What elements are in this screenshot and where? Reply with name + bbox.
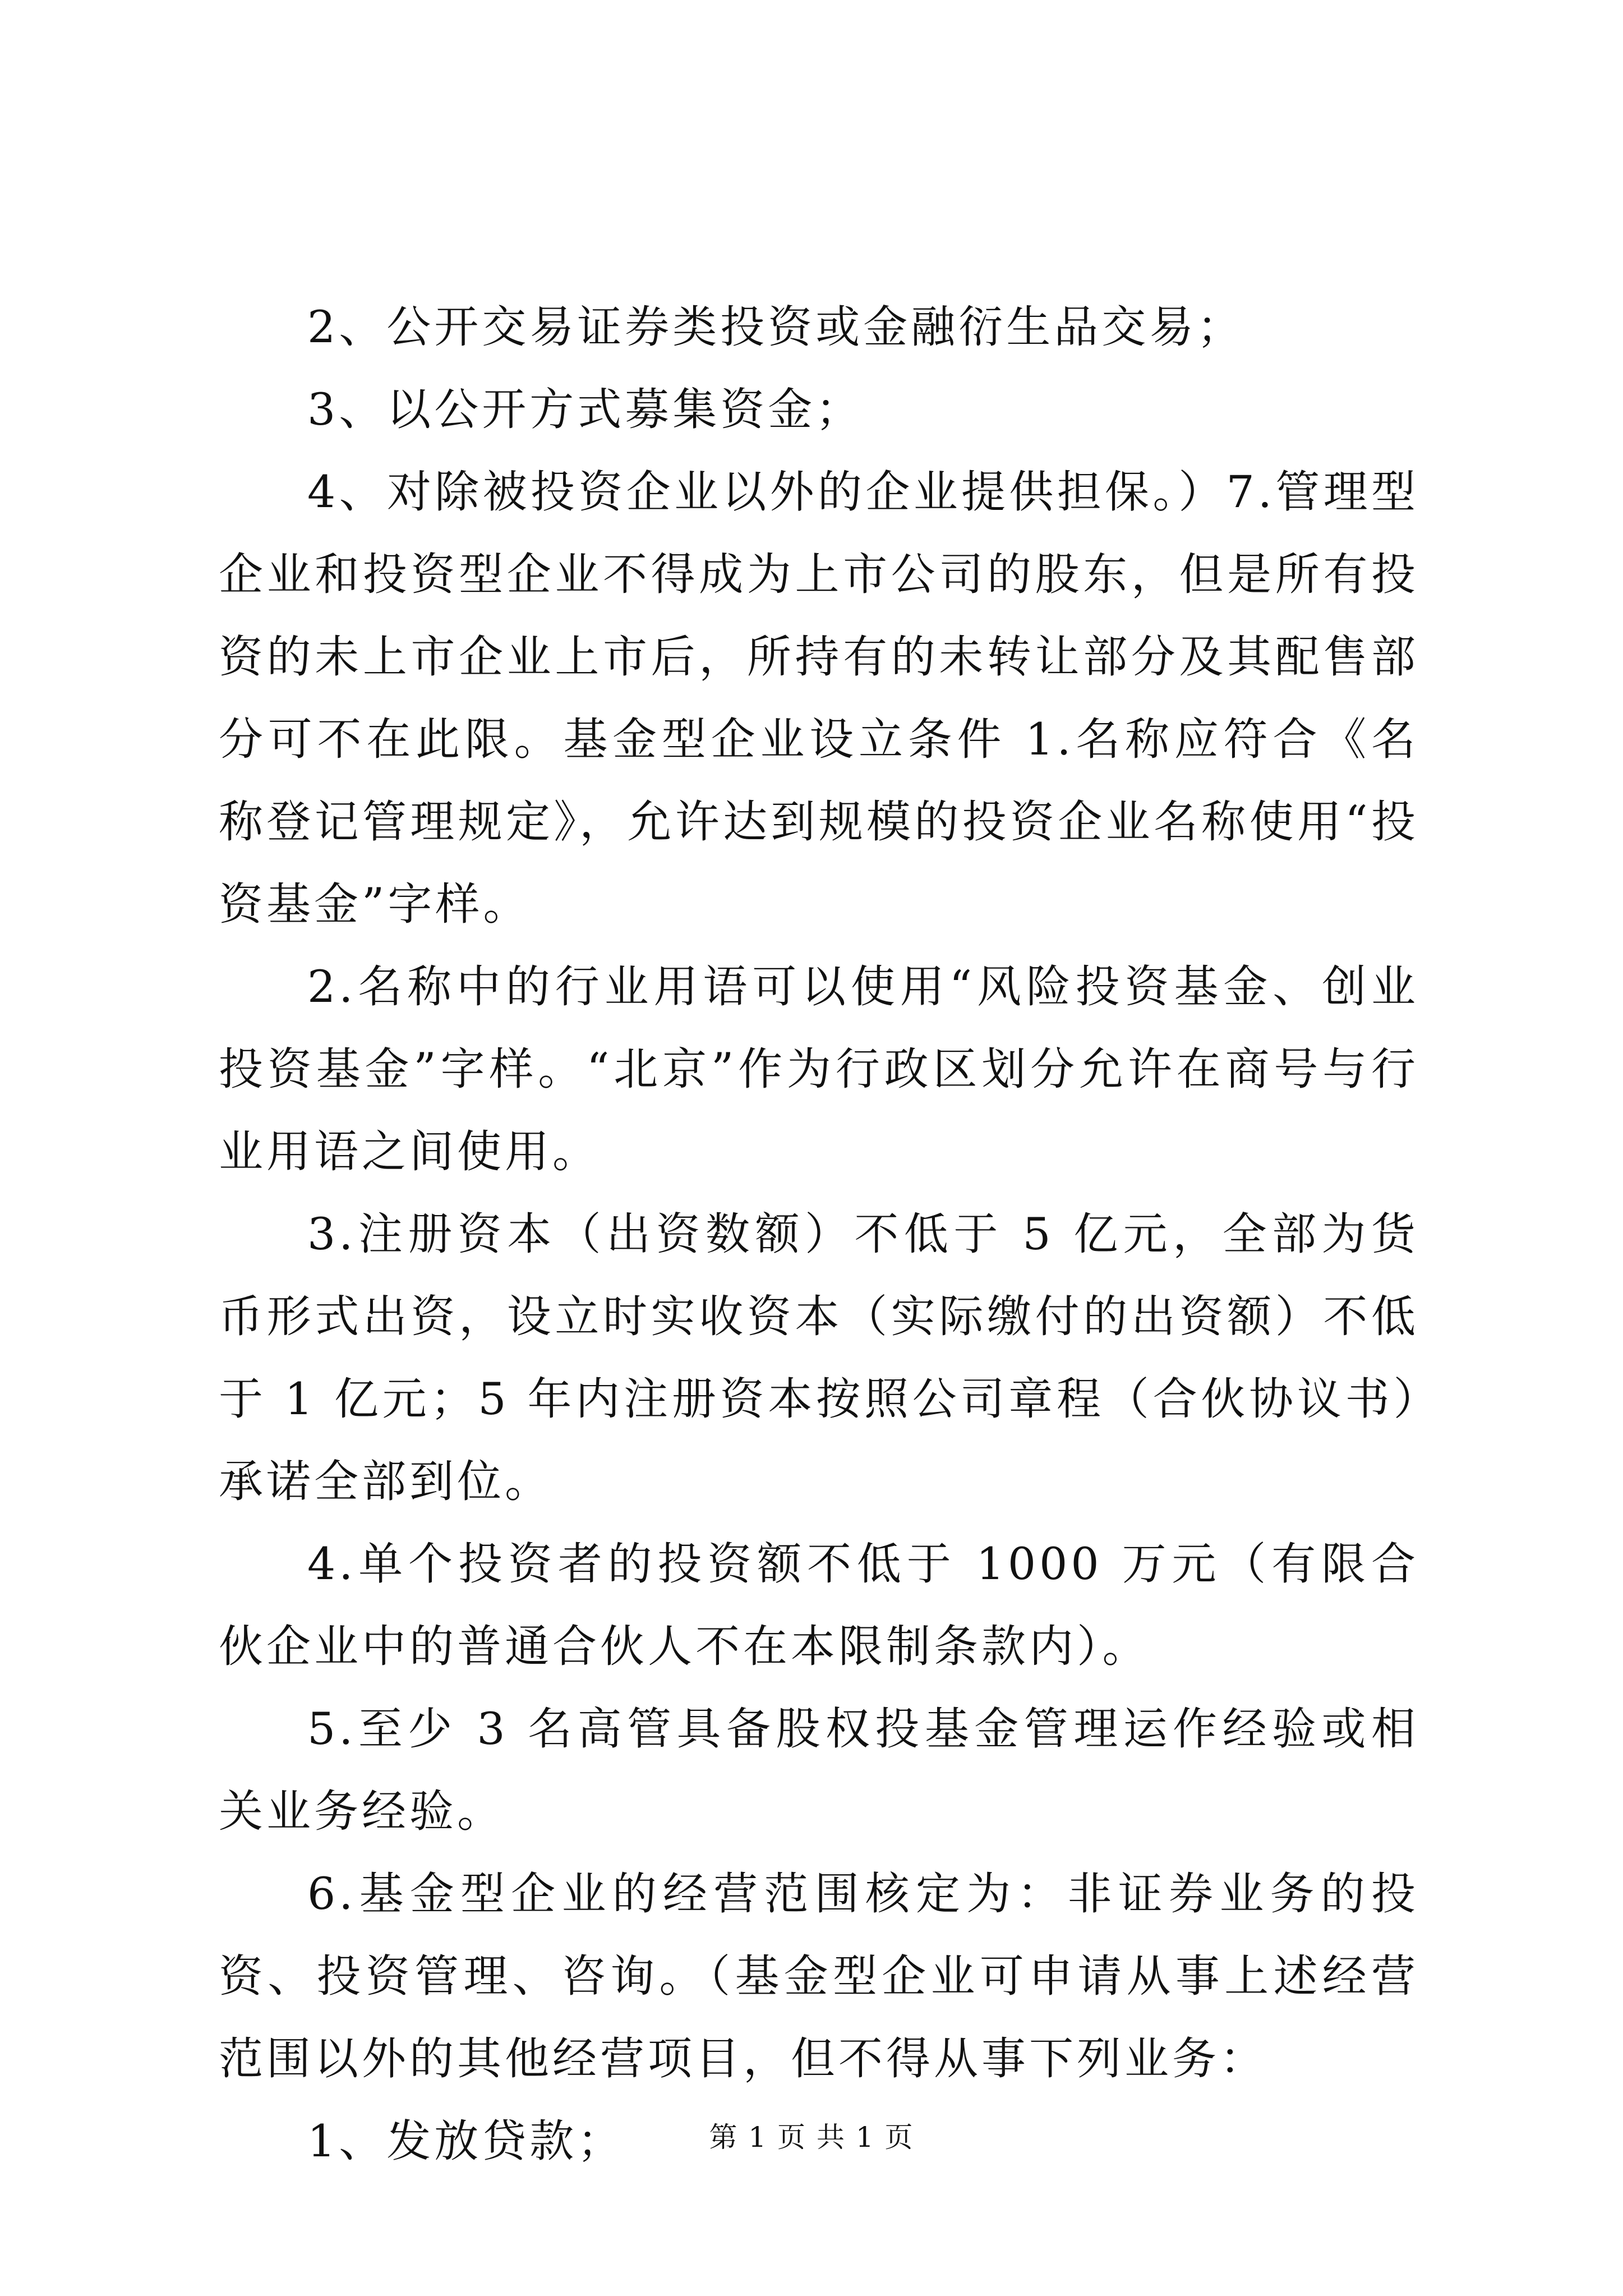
paragraph-registered-capital: 3.注册资本（出资数额）不低于 5 亿元，全部为货币形式出资，设立时实收资本（实际缴付的出资额）不低于 1 亿元；5 年内注册资本按照公司章程（合伙协议书）承诺全部到位。 <box>219 1208 1419 1507</box>
paragraph-executives: 5.至少 3 名高管具备股权投基金管理运作经验或相关业务经验。 <box>219 1703 1419 1837</box>
paragraph-item-2: 2、公开交易证券类投资或金融衍生品交易； <box>307 301 1245 353</box>
paragraph-item-4: 4、对除被投资企业以外的企业提供担保。）7.管理型企业和投资型企业不得成为上市公司的股东，但是所有投资的未上市企业上市后，所持有的未转让部分及其配售部分可不在此限。基金型企业设立条件 1.名称应符合《名称登记管理规定》，允许达到规模的投资企业名称使用“投资基金”字样。 <box>219 466 1419 930</box>
document-body <box>219 286 1419 2183</box>
paragraph-loans: 1、发放贷款； <box>307 2115 625 2167</box>
paragraph-item-3: 3、以公开方式募集资金； <box>307 384 864 435</box>
paragraph-name-terms: 2.名称中的行业用语可以使用“风险投资基金、创业投资基金”字样。“北京”作为行政区划分允许在商号与行业用语之间使用。 <box>219 961 1419 1177</box>
paragraph-business-scope: 6.基金型企业的经营范围核定为：非证券业务的投资、投资管理、咨询。（基金型企业可申请从事上述经营范围以外的其他经营项目，但不得从事下列业务： <box>219 1868 1419 2085</box>
paragraph-investor-amount: 4.单个投资者的投资额不低于 1000 万元（有限合伙企业中的普通合伙人不在本限制条款内）。 <box>219 1538 1419 1672</box>
page-footer: 第 1 页 共 1 页 <box>709 2121 914 2154</box>
